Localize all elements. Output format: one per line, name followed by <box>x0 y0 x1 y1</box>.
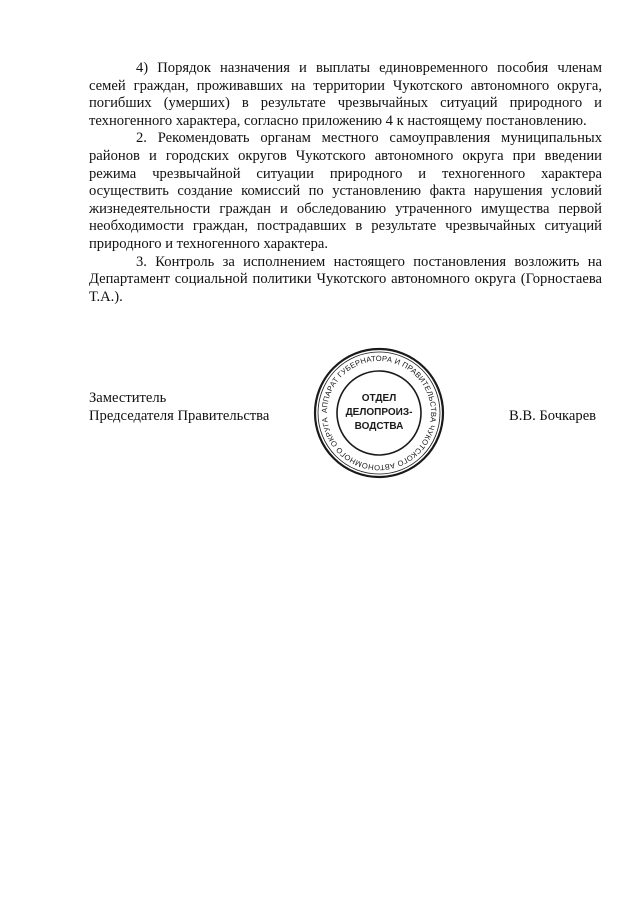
signatory-name: В.В. Бочкарев <box>509 408 597 424</box>
signatory-position-line1: Заместитель <box>89 390 167 406</box>
paragraph-recommendation: 2. Рекомендовать органам местного самоуправления муниципальных районов и городских округов Чукотского автономного округа при введении режима чрезвычайной ситуации природного и техногенного характера осуществить создание комиссий по установлению факта нарушения условий жизнедеятельности граждан и обследованию утраченного имущества первой необходимости граждан, пострадавших в результате чрезвычайных ситуаций природного и техногенного характера. <box>89 130 602 252</box>
paragraph-item-4: 4) Порядок назначения и выплаты единовременного пособия членам семей граждан, проживавших на территории Чукотского автономного округа, погибших (умерших) в результате чрезвычайных ситуаций природного и техногенного характера, согласно приложению 4 к настоящему постановлению. <box>89 60 602 129</box>
signatory-position-line2: Председателя Правительства <box>89 408 270 424</box>
seal-line-2: ДЕЛОПРОИЗ- <box>345 407 413 418</box>
seal-line-3: ВОДСТВА <box>354 421 404 432</box>
document-body <box>89 60 602 306</box>
signatory-position <box>89 389 269 425</box>
seal-ring-textpath: АППАРАТ ГУБЕРНАТОРА И ПРАВИТЕЛЬСТВА ЧУКОТСКОГО АВТОНОМНОГО ОКРУГА <box>319 353 439 473</box>
official-seal-stamp <box>308 346 450 480</box>
seal-line-1: ОТДЕЛ <box>361 393 397 404</box>
paragraph-control: 3. Контроль за исполнением настоящего постановления возложить на Департамент социальной политики Чукотского автономного округа (Горностаева Т.А.). <box>89 253 602 305</box>
